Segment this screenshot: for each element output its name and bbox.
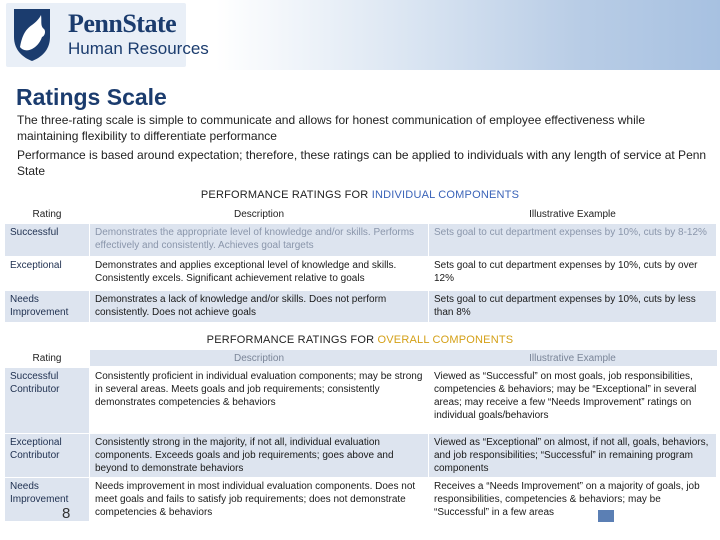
heading-prefix: PERFORMANCE RATINGS FOR (200, 189, 372, 201)
description-cell: Consistently strong in the majority, if not all, individual evaluation components. Exceeds goals and job requirements; goes above and beyond to demonstrate behaviors (90, 433, 429, 477)
column-header: Illustrative Example (429, 206, 717, 223)
description-cell: Needs improvement in most individual evaluation components. Does not meet goals and fails to satisfy job requirements; does not demonstrate competencies & behaviors (90, 477, 429, 521)
logo-subtitle: Human Resources (68, 39, 209, 58)
description-cell: Demonstrates the appropriate level of knowledge and/or skills. Performs effectively and consistently. Achieves goal targets (90, 223, 429, 256)
column-header: Illustrative Example (429, 350, 717, 367)
heading-prefix: PERFORMANCE RATINGS FOR (206, 334, 378, 346)
example-cell: Receives a “Needs Improvement” on a majority of goals, job responsibilities, competencies & behaviors; may be “Successful” in a few areas (429, 477, 717, 521)
table-row (5, 223, 717, 256)
description-cell: Demonstrates and applies exceptional level of knowledge and skills. Consistently excels. Significant achievement relative to goals (90, 256, 429, 290)
overall-ratings-table (4, 350, 717, 522)
description-cell: Demonstrates a lack of knowledge and/or skills. Does not perform consistently. Does not achieve goals (90, 290, 429, 322)
penn-state-hr-logo (6, 3, 209, 67)
table-row (5, 256, 717, 290)
heading-accent: OVERALL COMPONENTS (377, 334, 514, 346)
table-row (5, 290, 717, 322)
rating-cell: Needs Improvement (5, 477, 90, 521)
rating-cell: Successful Contributor (5, 367, 90, 433)
column-header: Description (90, 206, 429, 223)
intro-text (17, 112, 707, 182)
example-cell: Sets goal to cut department expenses by 10%, cuts by over 12% (429, 256, 717, 290)
nittany-lion-shield-icon (12, 7, 52, 63)
intro-paragraph: Performance is based around expectation; therefore, these ratings can be applied to individuals with any length of service at Penn State (17, 148, 707, 178)
column-header: Rating (5, 206, 90, 223)
slide-number: 8 (62, 505, 71, 522)
table-row (5, 433, 717, 477)
rating-cell: Exceptional Contributor (5, 433, 90, 477)
table-row (5, 367, 717, 433)
rating-cell: Exceptional (5, 256, 90, 290)
example-cell: Viewed as “Exceptional” on almost, if not all, goals, behaviors, and job responsibilities; “Successful” in remaining program components (429, 433, 717, 477)
example-cell: Sets goal to cut department expenses by 10%, cuts by 8-12% (429, 223, 717, 256)
description-cell: Consistently proficient in individual evaluation components; may be strong in several areas. Meets goals and job requirements; consistently demonstrates competencies & behaviors (90, 367, 429, 433)
example-cell: Viewed as “Successful” on most goals, job responsibilities, competencies & behaviors; may be “Exceptional” in several areas; may receive a few “Needs Improvement” ratings on individual goals/behaviors (429, 367, 717, 433)
individual-section-heading (0, 189, 720, 201)
rating-cell: Needs Improvement (5, 290, 90, 322)
column-header: Description (90, 350, 429, 367)
heading-accent: INDIVIDUAL COMPONENTS (371, 189, 520, 201)
page-title: Ratings Scale (16, 84, 167, 110)
logo-wordmark: PennState (68, 9, 177, 38)
column-header: Rating (5, 350, 90, 367)
rating-cell: Successful (5, 223, 90, 256)
example-cell: Sets goal to cut department expenses by 10%, cuts by less than 8% (429, 290, 717, 322)
intro-paragraph: The three-rating scale is simple to communicate and allows for honest communication of employee effectiveness while maintaining flexibility to differentiate performance (17, 113, 646, 143)
overall-section-heading (0, 334, 720, 346)
footer-mark (598, 510, 614, 522)
individual-ratings-table (4, 206, 717, 323)
